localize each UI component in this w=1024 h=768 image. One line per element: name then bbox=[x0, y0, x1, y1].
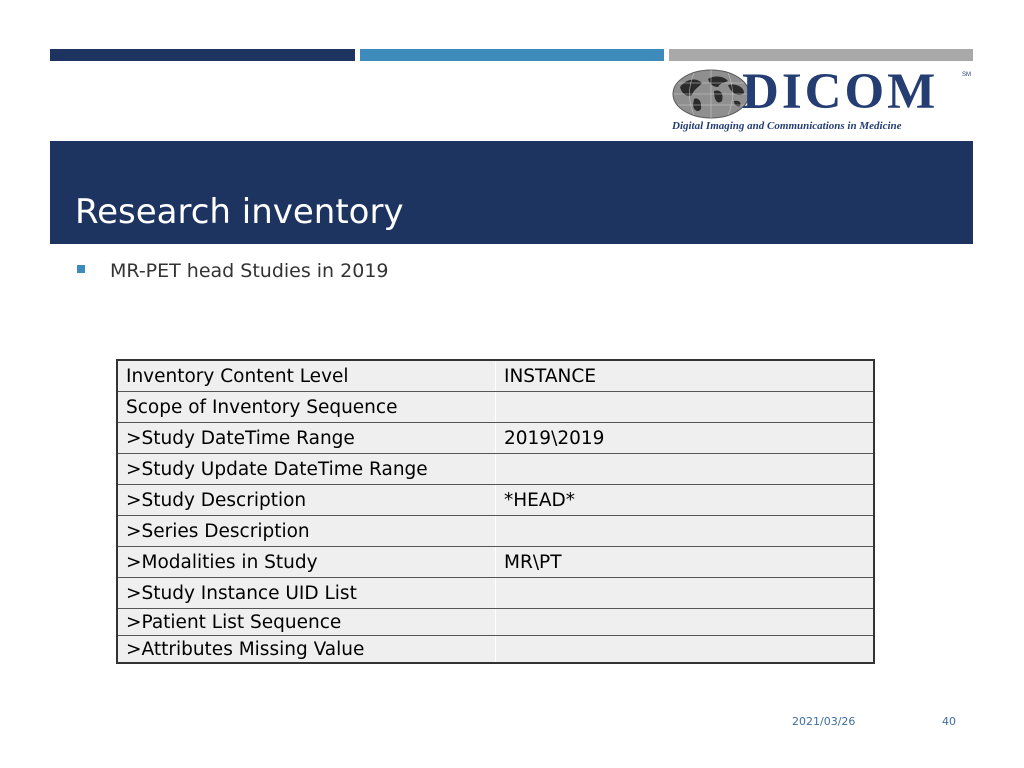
bullet-square-icon bbox=[77, 265, 85, 273]
value-cell bbox=[496, 636, 875, 664]
accent-bar-navy bbox=[50, 49, 355, 61]
table-row bbox=[117, 636, 874, 664]
table-row bbox=[117, 454, 874, 485]
title-band bbox=[50, 141, 973, 244]
attribute-cell: >Study Update DateTime Range bbox=[117, 454, 496, 485]
accent-bar-blue bbox=[360, 49, 664, 61]
logo-tagline: Digital Imaging and Communications in Medicine bbox=[672, 120, 902, 132]
inventory-table bbox=[116, 359, 875, 664]
attribute-cell: >Modalities in Study bbox=[117, 547, 496, 578]
table-row bbox=[117, 547, 874, 578]
attribute-cell: >Study DateTime Range bbox=[117, 423, 496, 454]
value-cell: MR\PT bbox=[496, 547, 875, 578]
table-row bbox=[117, 392, 874, 423]
footer-date: 2021/03/26 bbox=[792, 715, 856, 728]
attribute-cell: >Study Instance UID List bbox=[117, 578, 496, 609]
accent-bar-gray bbox=[669, 49, 973, 61]
dicom-logo bbox=[668, 64, 974, 136]
table-row bbox=[117, 609, 874, 636]
value-cell bbox=[496, 516, 875, 547]
page-number: 40 bbox=[942, 715, 956, 728]
value-cell bbox=[496, 609, 875, 636]
value-cell bbox=[496, 392, 875, 423]
attribute-cell: Inventory Content Level bbox=[117, 360, 496, 392]
table-row bbox=[117, 423, 874, 454]
attribute-cell: Scope of Inventory Sequence bbox=[117, 392, 496, 423]
logo-wordmark: DICOM bbox=[742, 64, 939, 120]
value-cell: *HEAD* bbox=[496, 485, 875, 516]
table-row bbox=[117, 516, 874, 547]
logo-trademark: SM bbox=[962, 72, 971, 78]
table-row bbox=[117, 485, 874, 516]
table-row bbox=[117, 360, 874, 392]
value-cell: INSTANCE bbox=[496, 360, 875, 392]
attribute-cell: >Attributes Missing Value bbox=[117, 636, 496, 664]
attribute-cell: >Study Description bbox=[117, 485, 496, 516]
value-cell: 2019\2019 bbox=[496, 423, 875, 454]
attribute-cell: >Patient List Sequence bbox=[117, 609, 496, 636]
table-row bbox=[117, 578, 874, 609]
bullet-text: MR-PET head Studies in 2019 bbox=[110, 260, 389, 282]
attribute-cell: >Series Description bbox=[117, 516, 496, 547]
value-cell bbox=[496, 454, 875, 485]
value-cell bbox=[496, 578, 875, 609]
slide-title: Research inventory bbox=[75, 192, 404, 232]
globe-icon bbox=[672, 69, 750, 119]
